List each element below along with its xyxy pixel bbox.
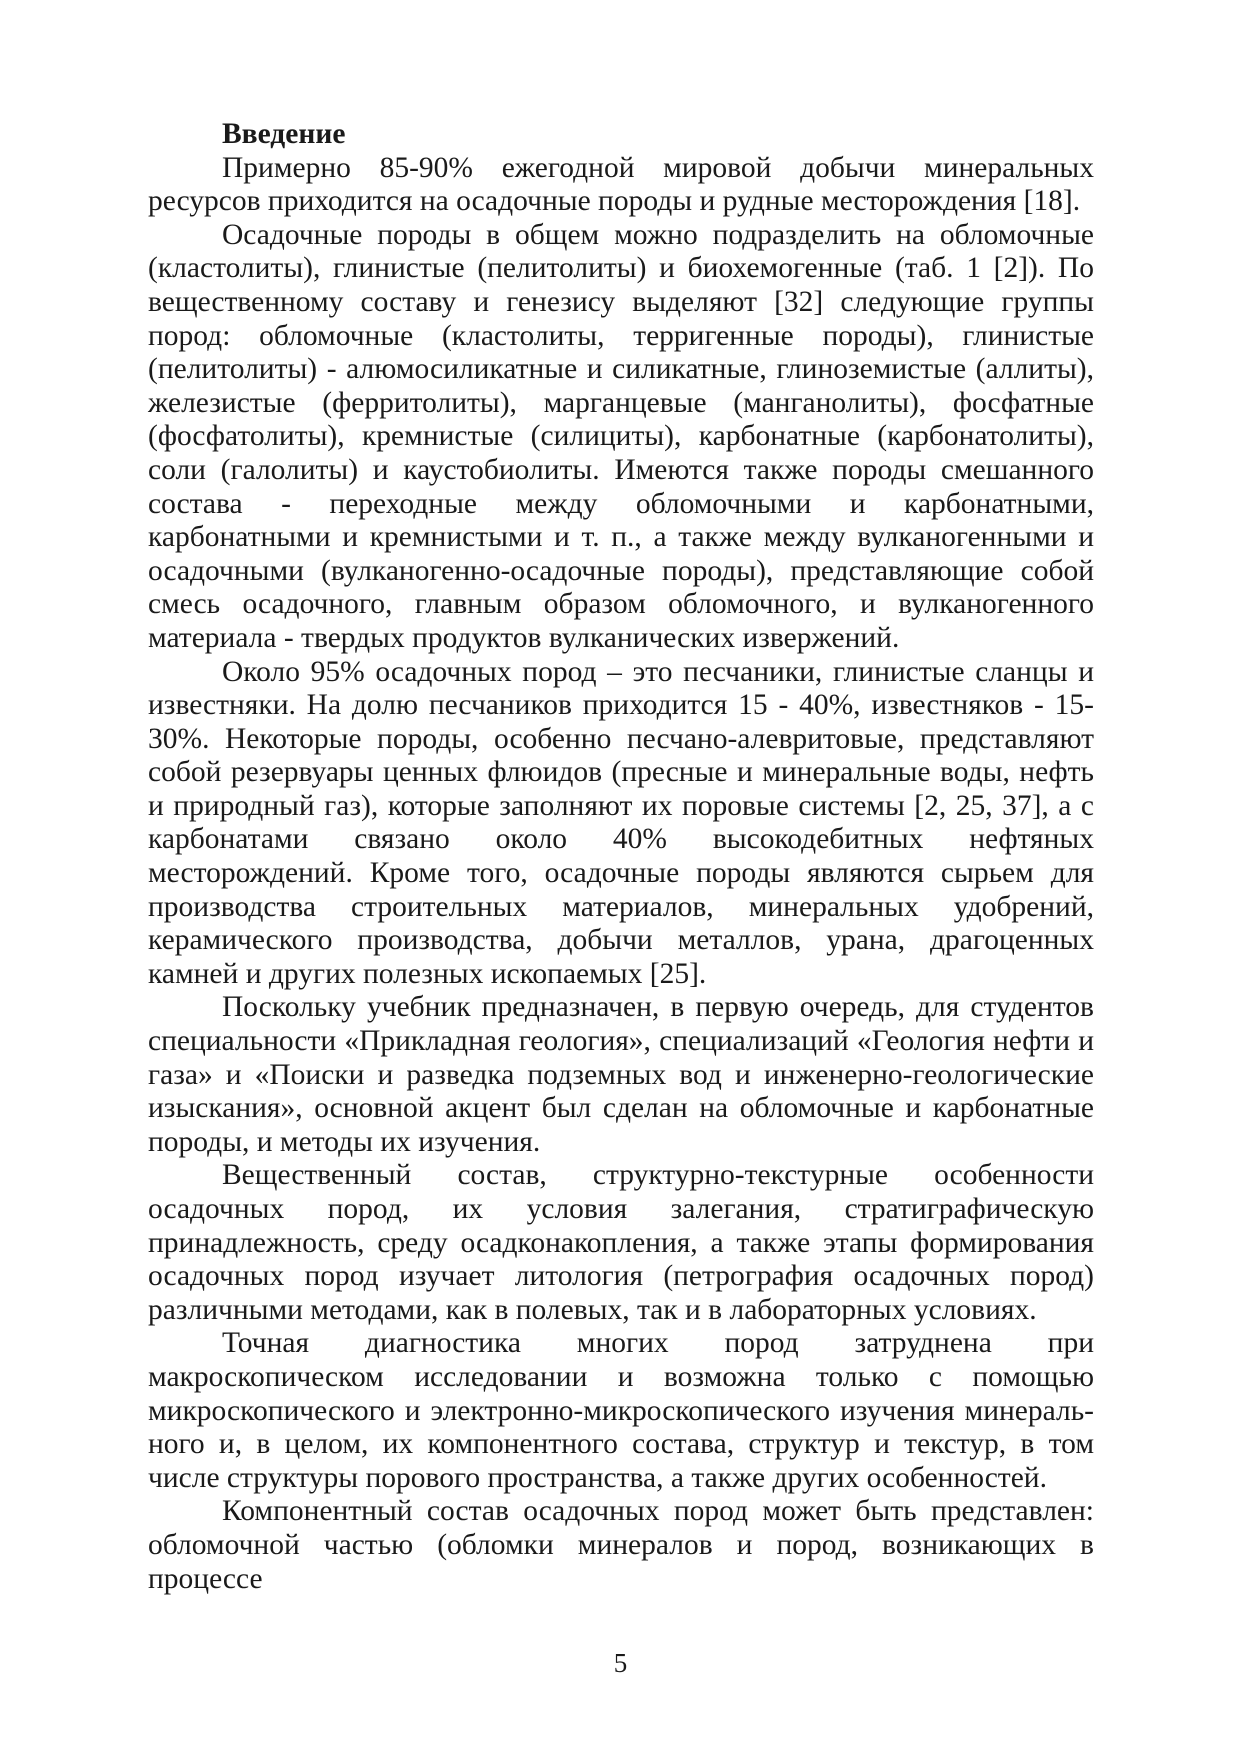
paragraph-textbook-purpose: Поскольку учебник предназначен, в первую очередь, для студентов специальности «Прикладная геология», специализаций «Геология нефти и газа» и «Поиски и разведка подземных вод и инженерно-геологические изыскания», основной акцент был сделан на обломочные и карбонатные породы, и методы их изучения. [148,991,1094,1158]
paragraph-classification: Осадочные породы в общем можно подразделить на обломочные (кластолиты), глинистые (пелитолиты) и биохемогенные (таб. 1 [2]). По вещественному составу и генезису выделяют [32] следующие группы пород: обломочные (кластолиты, терригенные породы), глинистые (пелитолиты) - алюмосиликатные и силикатные, глиноземистые (аллиты), железистые (ферритолиты), марганцевые (манганолиты), фосфатные (фосфатолиты), кремнистые (силициты), карбонатные (карбонатолиты), соли (галолиты) и каустобиолиты. Имеются также породы смешанного состава - переходные между обломочными и карбонатными, карбонатными и кремнистыми и т. п., а также между вулканогенными и осадочными (вулканогенно-осадочные породы), представляющие собой смесь осадочного, главным образом обломочного, и вулканогенного материала - твердых продуктов вулканических извержений. [148,218,1094,654]
paragraph-intro: Примерно 85-90% ежегодной мировой добычи минеральных ресурсов приходится на осадочные породы и рудные месторождения [18]. [148,151,1094,218]
paragraph-diagnostics: Точная диагностика многих пород затруднена при макроскопическом исследовании и возможна только с помощью микроскопического и электронно-микроскопического изучения минераль-ного и, в целом, их компонентного состава, структур и текстур, в том числе структуры порового пространства, а также других особенностей. [148,1327,1094,1494]
page-number: 5 [613,1648,628,1678]
paragraph-rock-shares: Около 95% осадочных пород – это песчаники, глинистые сланцы и известняки. На долю песчаников приходится 15 - 40%, известняков - 15-30%. Некоторые породы, особенно песчано-алевритовые, представляют собой резервуары ценных флюидов (пресные и минеральные воды, нефть и природный газ), которые заполняют их поровые системы [2, 25, 37], а с карбонатами связано около 40% высокодебитных нефтяных месторождений. Кроме того, осадочные породы являются сырьем для производства строительных материалов, минеральных удобрений, керамического производства, добычи металлов, урана, драгоценных камней и других полезных ископаемых [25]. [148,655,1094,990]
section-heading: Введение [222,118,346,150]
page-body [148,118,1094,1596]
paragraph-lithology: Вещественный состав, структурно-текстурные особенности осадочных пород, их условия залегания, стратиграфическую принадлежность, среду осадконакопления, а также этапы формирования осадочных пород изучает литология (петрография осадочных пород) различными методами, как в полевых, так и в лабораторных условиях. [148,1159,1094,1326]
paragraph-composition: Компонентный состав осадочных пород может быть представлен: обломочной частью (обломки минералов и пород, возникающих в процессе [148,1495,1094,1595]
